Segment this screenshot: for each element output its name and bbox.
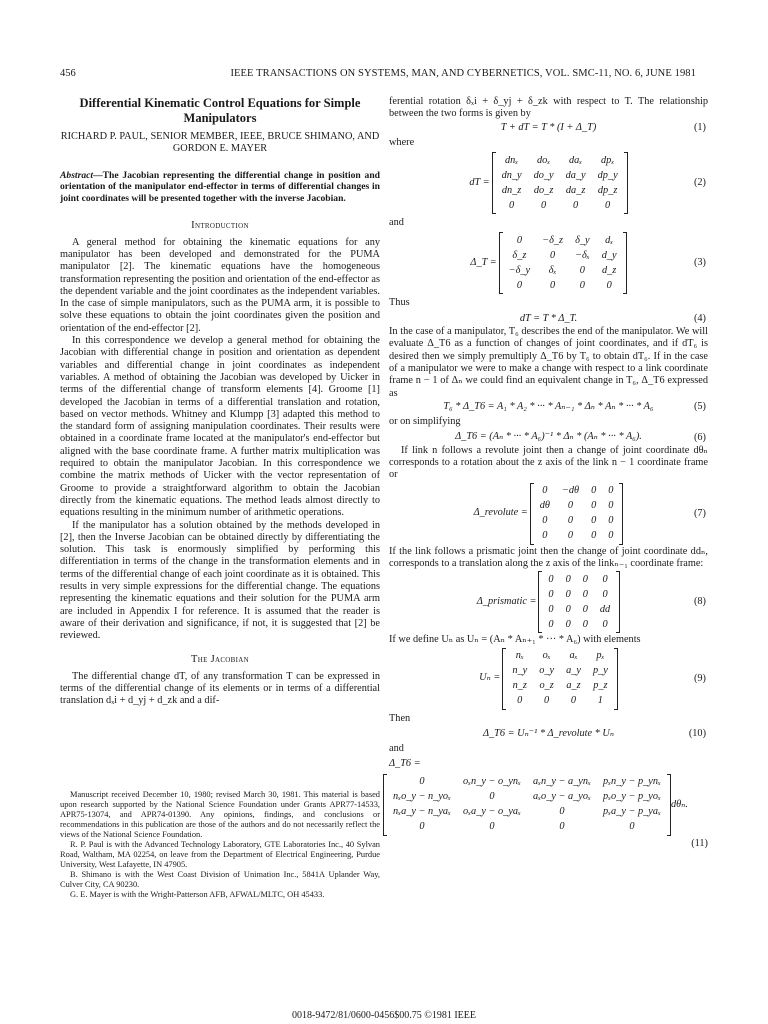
matrix-cell: pₓa_y − p_yaₓ <box>602 806 661 818</box>
matrix-row <box>506 649 614 664</box>
matrix-cell: pₓ <box>596 649 605 661</box>
matrix-cell: 0 <box>550 249 556 261</box>
matrix-cell: 0 <box>602 573 608 585</box>
matrix-cell: 0 <box>542 529 548 541</box>
matrix-row <box>506 664 614 679</box>
matrix-cell: da_z <box>565 184 586 196</box>
matrix-row <box>496 168 624 183</box>
matrix-row <box>496 153 624 168</box>
matrix-cell: p_y <box>592 664 608 676</box>
matrix-table <box>496 153 624 213</box>
matrix-table <box>542 572 616 632</box>
matrix-row <box>496 198 624 213</box>
matrix-cell: oₓ <box>542 649 551 661</box>
equation-11 <box>383 774 708 836</box>
intro-paragraph-1: A general method for obtaining the kinematic equations for any manipulator has been developed and demonstrated for the PUMA manipulator [2]. The kinematic equations have the homogeneous transformation representing the position and orientation of the end-effector as the dependent variable and the joint coordinates as the independent variables. In the case of simple manipulators, such as the PUMA arm, it is possible to solve these equations to obtain the joint coordinates given the position and orientation of the end-effector [2]. <box>60 236 380 334</box>
matrix-cell: 0 <box>516 279 522 291</box>
matrix-cell: 0 <box>419 776 425 788</box>
matrix-cell: 0 <box>565 588 571 600</box>
equation-5 <box>389 401 708 413</box>
equation-number: (3) <box>693 257 706 269</box>
equation-3 <box>389 232 708 294</box>
matrix <box>499 232 627 294</box>
matrix-cell: −dθ <box>561 484 580 496</box>
equation-body: Δ_T6 = Uₙ⁻¹ * Δ_revolute * Uₙ <box>482 727 615 739</box>
equation-10 <box>389 728 708 740</box>
equation-9 <box>389 648 708 710</box>
left-column <box>60 96 380 708</box>
matrix-cell: 0 <box>565 603 571 615</box>
matrix-cell: do_y <box>533 169 554 181</box>
matrix-row <box>503 278 623 293</box>
connective-text: where <box>389 136 415 148</box>
matrix-cell: 0 <box>565 618 571 630</box>
equation-number: (11) <box>691 837 708 849</box>
matrix-cell: δ_z <box>512 249 527 261</box>
matrix-cell: dpₓ <box>601 154 615 166</box>
section-heading-introduction: Introduction <box>191 220 249 232</box>
page-number: 456 <box>60 68 76 79</box>
matrix-cell: 0 <box>629 821 635 833</box>
equation-1 <box>389 122 708 134</box>
matrix-cell: 0 <box>579 264 585 276</box>
connective-text: Then <box>389 712 411 724</box>
matrix-cell: doₓ <box>536 154 551 166</box>
footnote: G. E. Mayer is with the Wright-Patterson AFB, AFWAL/MLTC, OH 45433. <box>70 890 325 899</box>
body-paragraph: If the link follows a prismatic joint then the change of joint coordinate ddₙ, corresponds to a translation along the z axis of the linkₙ₋₁ coordinate frame: <box>389 545 708 569</box>
matrix-row <box>534 484 620 499</box>
matrix-cell: dnₓ <box>504 154 519 166</box>
matrix-cell: 0 <box>567 514 574 526</box>
matrix <box>538 571 620 633</box>
matrix-cell: 0 <box>565 573 571 585</box>
running-header <box>60 68 696 82</box>
matrix-cell: daₓ <box>569 154 583 166</box>
matrix-cell: oₓa_y − o_yaₓ <box>462 806 521 818</box>
equation-4 <box>389 313 708 325</box>
matrix-cell: 0 <box>591 529 597 541</box>
body-paragraph: If link n follows a revolute joint then a change of joint coordinate dθₙ corresponds to a rotation about the z axis of the link n − 1 coordinate frame or <box>389 444 708 481</box>
matrix-cell: 0 <box>582 573 588 585</box>
equation-7 <box>389 483 708 545</box>
abstract-label: Abstract <box>60 169 94 181</box>
matrix-row <box>542 617 616 632</box>
equation-lhs: Uₙ = <box>479 672 501 684</box>
matrix-cell: 0 <box>517 694 523 706</box>
equation-number: (9) <box>693 672 706 684</box>
matrix-row <box>506 694 614 709</box>
matrix-cell: 0 <box>606 279 612 291</box>
matrix <box>530 483 624 545</box>
matrix-cell: 0 <box>548 603 554 615</box>
equation-lhs: Δ_T = <box>470 257 497 269</box>
matrix-cell: 0 <box>591 514 597 526</box>
matrix-cell: dθ <box>539 499 550 511</box>
matrix-cell: nₓo_y − n_yoₓ <box>393 791 451 803</box>
matrix-cell: nₓ <box>515 649 524 661</box>
matrix-cell: 0 <box>608 514 614 526</box>
matrix-row <box>506 679 614 694</box>
matrix <box>383 774 671 836</box>
matrix-row <box>503 248 623 263</box>
matrix-cell: aₓn_y − a_ynₓ <box>532 776 591 788</box>
matrix-row <box>503 233 623 248</box>
connective-text: or on simplifying <box>389 416 461 428</box>
matrix <box>492 152 628 214</box>
equation-body: dT = T * Δ_T. <box>519 312 578 324</box>
matrix-cell: pₓn_y − p_ynₓ <box>602 776 661 788</box>
matrix-cell: 0 <box>570 694 577 706</box>
equation-number: (7) <box>693 507 706 519</box>
matrix-cell: 0 <box>608 499 614 511</box>
equation-body: T₆ * Δ_T6 = A₁ * A₂ * ··· * Aₙ₋₁ * Δₙ * Aₙ * ··· * A₆ <box>443 400 654 412</box>
matrix-cell: o_z <box>539 679 554 691</box>
equation-2 <box>389 152 708 214</box>
matrix-cell: 0 <box>591 499 597 511</box>
matrix-cell: 0 <box>541 199 547 211</box>
matrix-cell: oₓn_y − o_ynₓ <box>462 776 521 788</box>
matrix-cell: 0 <box>573 199 579 211</box>
matrix-cell: a_z <box>566 679 581 691</box>
matrix-cell: 0 <box>548 618 554 630</box>
matrix-cell: pₓo_y − p_yoₓ <box>602 791 661 803</box>
matrix-cell: 0 <box>602 588 608 600</box>
right-column <box>389 96 708 850</box>
copyright-footer: 0018-9472/81/0600-0456$00.75 ©1981 IEEE <box>292 1010 476 1021</box>
matrix-cell: −δ_y <box>508 264 531 276</box>
matrix-row <box>542 602 616 617</box>
abstract <box>60 170 380 205</box>
matrix-cell: 0 <box>419 821 425 833</box>
matrix-cell: 0 <box>559 806 565 818</box>
matrix-cell: 0 <box>567 529 574 541</box>
matrix-row <box>387 775 667 790</box>
matrix-cell: −δ_z <box>542 234 564 246</box>
abstract-text: —The Jacobian representing the differential change in position and orientation of the manipulator end-effector in terms of differential changes in joint coordinates will be presented together with the inverse Jacobian. <box>60 169 380 204</box>
matrix-cell: dp_z <box>597 184 618 196</box>
equation-lhs: Δ_revolute = <box>473 507 528 519</box>
matrix-cell: n_z <box>512 679 527 691</box>
matrix-cell: 0 <box>582 588 588 600</box>
matrix-cell: d_z <box>601 264 617 276</box>
matrix-cell: nₓa_y − n_yaₓ <box>393 806 451 818</box>
matrix-cell: 0 <box>542 514 548 526</box>
equation-number: (1) <box>693 121 706 133</box>
intro-paragraph-3: If the manipulator has a solution obtained by the methods developed in [2], then the Inverse Jacobian can be obtained directly by differentiating the solution. This task is enormously simplified by performing this differentiation in terms of the change in the transformation elements and in terms of the differential change of each joint coordinate as it is obtained. This results in very simple expressions for the differential change. The equations representing the kinematic equations and their solution for the PUMA arm are included in Appendix I for reference. It is assumed that the reader is aware of their derivation and significance, if not, it is suggested that [2] be reviewed. <box>60 519 380 642</box>
footnote: R. P. Paul is with the Advanced Technology Laboratory, GTE Laboratories Inc., 40 Sylvan Road, Waltham, MA 02254, on leave from the Department of Electrical Engineering, Purdue University, West Lafayette, IN 47905. <box>60 840 380 869</box>
equation-suffix: dθₙ. <box>670 798 688 810</box>
equation-body: Δ_T6 = (Aₙ * ··· * A₆)⁻¹ * Δₙ * (Aₙ * ··· * A₆). <box>455 431 642 443</box>
matrix-cell: aₓ <box>569 649 578 661</box>
matrix-cell: 0 <box>489 791 495 803</box>
matrix-row <box>534 499 620 514</box>
matrix-cell: da_y <box>565 169 586 181</box>
author-list: RICHARD P. PAUL, SENIOR MEMBER, IEEE, BRUCE SHIMANO, AND GORDON E. MAYER <box>60 131 380 155</box>
equation-number: (5) <box>693 400 706 412</box>
matrix-cell: 0 <box>608 529 614 541</box>
matrix-row <box>503 263 623 278</box>
matrix-cell: 0 <box>567 499 574 511</box>
equation-number: (8) <box>693 596 706 608</box>
matrix-cell: 0 <box>516 234 522 246</box>
matrix <box>502 648 618 710</box>
footnote: Manuscript received December 10, 1980; revised March 30, 1981. This material is based upon research supported by the National Science Foundation under Grants APR77-14533, APR75-13074, and APR74-01390. Any opinions, findings, and conclusions or recommendations in this publication are those of the authors and do not necessarily reflect the views of the National Science Foundation. <box>60 790 380 839</box>
matrix-row <box>387 820 667 835</box>
matrix-table <box>503 233 623 293</box>
equation-lhs: Δ_prismatic = <box>476 596 537 608</box>
matrix-cell: 0 <box>608 484 614 496</box>
matrix-cell: o_y <box>539 664 555 676</box>
matrix-cell: p_z <box>593 679 608 691</box>
matrix-table <box>506 649 614 709</box>
equation-8 <box>389 571 708 633</box>
section-heading-jacobian: The Jacobian <box>191 654 249 666</box>
matrix-cell: d_y <box>601 249 617 261</box>
continued-paragraph: ferential rotation δₓi + δ_yj + δ_zk with respect to T. The relationship between the two forms is given by <box>389 96 708 120</box>
matrix-row <box>496 183 624 198</box>
connective-text: Thus <box>389 297 410 309</box>
matrix-cell: 0 <box>489 821 495 833</box>
equation-number: (4) <box>693 312 706 324</box>
journal-title: IEEE TRANSACTIONS ON SYSTEMS, MAN, AND CYBERNETICS, VOL. SMC-11, NO. 6, JUNE 1981 <box>230 68 696 79</box>
jacobian-paragraph-1: The differential change dT, of any transformation T can be expressed in terms of the differential change of its elements or in terms of a differential translation dₓi + d_yj + d_zk and a dif- <box>60 670 380 707</box>
equation-lhs: dT = <box>469 177 490 189</box>
body-paragraph: In the case of a manipulator, T₆ describes the end of the manipulator. We will evaluate Δ_T6 as a function of changes of joint coordinates, and if dT₆ is desired then we simply premultiply Δ_T6 by T₆ to obtain dT₆. If in the case of a manipulator we were to make a change with respect to a link coordinate frame n − 1 of Δₙ we could find an equivalent change in T₆, Δ_T6 expressed as <box>389 326 708 399</box>
footnotes <box>60 790 380 900</box>
equation-6 <box>389 431 708 443</box>
matrix-cell: 0 <box>548 588 554 600</box>
matrix-table <box>387 775 667 835</box>
matrix-cell: a_y <box>566 664 581 676</box>
matrix-cell: 0 <box>582 618 588 630</box>
matrix-cell: dn_z <box>501 184 522 196</box>
intro-paragraph-2: In this correspondence we develop a general method for obtaining the Jacobian with differential change in position and orientation as dependent variables and differential change in joint coordinates as independent variables. A method of obtaining the Jacobian was developed by Uicker in terms of the differential change of transform elements [4]. Groome [1] developed the Jacobian in terms of a differential translation and rotation, based on vector methods. Whitney and Klumpp [3] adapted this method to the standard form of assigning manipulation coordinates. Their results were obtained in a coordinate frame located at the manipulator's end-effector but aligned with the base coordinate frame. A further matrix multiplication was required to obtain the manipulator Jacobian. In this correspondence we combine the matrix methods of Uicker with the vector representation of Groome to provide a straightforward algorithm to obtain the Jacobian directly from the kinematic equations. The method leads almost directly to equations resulting in the minimum number of arithmetic operations. <box>60 335 380 519</box>
paper-title: Differential Kinematic Control Equations for Simple Manipulators <box>79 96 361 125</box>
footnote: B. Shimano is with the West Coast Division of Unimation Inc., 5841A Uplander Way, Culver City, CA 90230. <box>60 870 380 889</box>
matrix-cell: dn_y <box>501 169 522 181</box>
matrix-row <box>387 805 667 820</box>
matrix-cell: 0 <box>582 603 588 615</box>
equation-body: T + dT = T * (I + Δ_T) <box>500 121 597 133</box>
matrix-cell: 0 <box>591 484 597 496</box>
matrix-cell: aₓo_y − a_yoₓ <box>532 791 591 803</box>
matrix-cell: 0 <box>559 821 565 833</box>
matrix-row <box>534 529 620 544</box>
equation-lhs: Δ_T6 = <box>389 758 421 770</box>
matrix-cell: n_y <box>512 664 528 676</box>
matrix-cell: 0 <box>602 618 608 630</box>
connective-text: and <box>389 217 404 229</box>
connective-text: and <box>389 743 404 755</box>
matrix-cell: 0 <box>579 279 585 291</box>
matrix-cell: δₓ <box>548 264 557 276</box>
matrix-cell: 1 <box>597 694 603 706</box>
matrix-row <box>534 514 620 529</box>
matrix-cell: 0 <box>509 199 515 211</box>
matrix-cell: dd <box>599 603 611 615</box>
matrix-cell: −δₓ <box>575 249 590 261</box>
matrix-cell: 0 <box>544 694 550 706</box>
matrix-row <box>542 587 616 602</box>
equation-number: (10) <box>688 727 706 739</box>
matrix-row <box>387 790 667 805</box>
matrix-cell: 0 <box>542 484 548 496</box>
matrix-cell: 0 <box>605 199 611 211</box>
matrix-cell: dₓ <box>605 234 614 246</box>
matrix-cell: 0 <box>548 573 554 585</box>
matrix-row <box>542 572 616 587</box>
equation-number: (6) <box>693 431 706 443</box>
matrix-cell: δ_y <box>575 234 590 246</box>
matrix-cell: do_z <box>533 184 554 196</box>
body-paragraph: If we define Uₙ as Uₙ = (Aₙ * Aₙ₊₁ * ··· * A₆) with elements <box>389 634 641 646</box>
matrix-table <box>534 484 620 544</box>
equation-number: (2) <box>693 177 706 189</box>
matrix-cell: 0 <box>550 279 556 291</box>
matrix-cell: dp_y <box>597 169 618 181</box>
